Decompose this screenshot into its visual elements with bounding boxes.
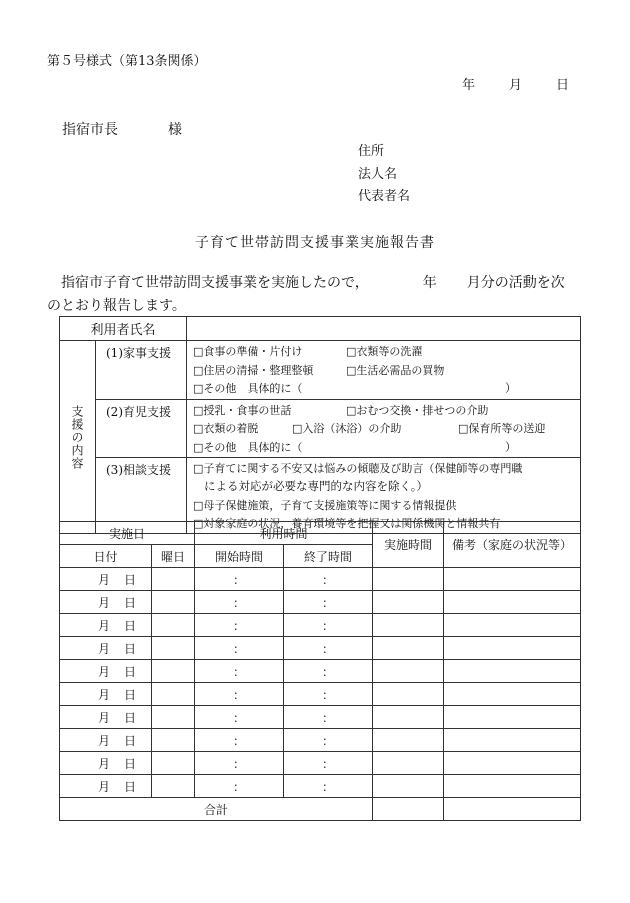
checkbox-childcare-other[interactable]: □その他 具体的に（: [193, 440, 303, 454]
checkbox-consult-share[interactable]: □対象家庭の状況，養育環境等を把握又は関係機関と情報共有: [193, 517, 501, 530]
remarks-cell[interactable]: [444, 706, 581, 729]
month-char: 月: [98, 710, 111, 725]
table-row: [60, 752, 581, 775]
date-cell[interactable]: [60, 706, 152, 729]
date-month: 月: [509, 78, 523, 93]
colon: ：: [322, 779, 335, 794]
support-content-table: [59, 316, 581, 534]
month-char: 月: [98, 572, 111, 587]
impl-time-cell[interactable]: [373, 729, 444, 752]
day-char: 日: [124, 641, 137, 656]
housework-options: [187, 341, 581, 400]
remarks-cell[interactable]: [444, 775, 581, 798]
date-cell[interactable]: [60, 568, 152, 591]
applicant-address-label: 住所: [358, 144, 385, 159]
addressee-name: 指宿市長: [62, 122, 118, 138]
start-time-cell[interactable]: [195, 729, 284, 752]
applicant-rep-label: 代表者名: [358, 189, 411, 204]
colon: ：: [322, 618, 335, 633]
end-time-cell[interactable]: [284, 591, 373, 614]
end-time-cell[interactable]: [284, 637, 373, 660]
checkbox-housework-other[interactable]: □その他 具体的に（: [193, 382, 303, 396]
start-time-cell[interactable]: [195, 614, 284, 637]
total-label: 合計: [60, 798, 373, 821]
date-cell[interactable]: [60, 683, 152, 706]
impl-time-cell[interactable]: [373, 752, 444, 775]
checkbox-daycare-transport[interactable]: □保育所等の送迎: [458, 422, 546, 436]
colon: ：: [233, 710, 246, 725]
month-char: 月: [98, 595, 111, 610]
start-time-cell[interactable]: [195, 660, 284, 683]
month-char: 月: [98, 664, 111, 679]
impl-time-cell[interactable]: [373, 706, 444, 729]
date-cell[interactable]: [60, 637, 152, 660]
date-cell[interactable]: [60, 660, 152, 683]
document-title: 子育て世帯訪問支援事業実施報告書: [195, 235, 435, 251]
table-row: [60, 614, 581, 637]
colon: ：: [322, 687, 335, 702]
addressee: [62, 119, 182, 139]
weekday-cell[interactable]: [152, 591, 195, 614]
colon: ：: [233, 595, 246, 610]
childcare-label: (2)育児支援: [96, 400, 187, 458]
day-char: 日: [124, 756, 137, 771]
colon: ：: [233, 618, 246, 633]
checkbox-diaper[interactable]: □おむつ交換・排せつの介助: [346, 403, 489, 417]
consult-label: (3)相談支援: [96, 458, 187, 534]
date-cell[interactable]: [60, 775, 152, 798]
date-line: [462, 74, 569, 93]
childcare-other-close: ）: [505, 439, 517, 454]
checkbox-meal-prep[interactable]: □食事の準備・片付け: [193, 345, 303, 359]
checkbox-shopping[interactable]: □生活必需品の買物: [346, 363, 445, 377]
intro-month: 月分の活動を次: [466, 275, 565, 291]
remarks-cell[interactable]: [444, 637, 581, 660]
activity-table: [59, 521, 581, 821]
start-time-cell[interactable]: [195, 752, 284, 775]
start-time-cell[interactable]: [195, 568, 284, 591]
colon: ：: [322, 595, 335, 610]
weekday-cell[interactable]: [152, 706, 195, 729]
colon: ：: [322, 733, 335, 748]
intro-part2: のとおり報告します。: [47, 298, 186, 314]
colon: ：: [322, 641, 335, 656]
start-time-header: 開始時間: [195, 545, 284, 568]
colon: ：: [322, 572, 335, 587]
impl-time-cell[interactable]: [373, 637, 444, 660]
checkbox-consult-info[interactable]: □母子保健施策，子育て支援施策等に関する情報提供: [193, 498, 457, 512]
impl-time-cell[interactable]: [373, 568, 444, 591]
table-row: [60, 729, 581, 752]
month-char: 月: [98, 733, 111, 748]
checkbox-feeding[interactable]: □授乳・食事の世話: [193, 403, 292, 417]
weekday-cell[interactable]: [152, 775, 195, 798]
end-time-cell[interactable]: [284, 568, 373, 591]
table-row: [60, 775, 581, 798]
month-char: 月: [98, 687, 111, 702]
support-section-text: 支援の内容: [70, 404, 84, 470]
month-char: 月: [98, 756, 111, 771]
checkbox-consult-anxiety[interactable]: □子育てに関する不安又は悩みの傾聴及び助言（保健師等の専門職: [193, 461, 523, 475]
end-time-header: 終了時間: [284, 545, 373, 568]
checkbox-cleaning[interactable]: □住居の清掃・整理整頓: [193, 363, 314, 377]
end-time-cell[interactable]: [284, 729, 373, 752]
user-name-label: 利用者氏名: [60, 317, 187, 341]
table-row: [60, 683, 581, 706]
colon: ：: [233, 572, 246, 587]
weekday-cell[interactable]: [152, 637, 195, 660]
impl-date-header: 実施日: [60, 522, 195, 545]
table-row: [60, 706, 581, 729]
end-time-cell[interactable]: [284, 683, 373, 706]
remarks-cell[interactable]: [444, 614, 581, 637]
user-name-field[interactable]: [187, 317, 581, 341]
day-char: 日: [124, 687, 137, 702]
weekday-cell[interactable]: [152, 752, 195, 775]
day-char: 日: [124, 710, 137, 725]
addressee-honorific: 様: [168, 122, 182, 138]
impl-time-cell[interactable]: [373, 591, 444, 614]
date-day: 日: [556, 78, 570, 93]
impl-time-cell[interactable]: [373, 660, 444, 683]
checkbox-bathing[interactable]: □入浴（沐浴）の介助: [292, 422, 402, 436]
support-section-label: [60, 341, 96, 534]
weekday-cell[interactable]: [152, 660, 195, 683]
colon: ：: [233, 687, 246, 702]
end-time-cell[interactable]: [284, 660, 373, 683]
remarks-cell[interactable]: [444, 752, 581, 775]
weekday-header: 曜日: [152, 545, 195, 568]
consult-anxiety-cont: による対応が必要な専門的な内容を除く。）: [204, 479, 429, 493]
checkbox-laundry[interactable]: □衣類等の洗濯: [346, 345, 423, 359]
day-char: 日: [124, 733, 137, 748]
date-cell[interactable]: [60, 729, 152, 752]
start-time-cell[interactable]: [195, 775, 284, 798]
month-char: 月: [98, 618, 111, 633]
applicant-corp-label: 法人名: [358, 167, 398, 182]
end-time-cell[interactable]: [284, 706, 373, 729]
month-char: 月: [98, 779, 111, 794]
table-row: [60, 568, 581, 591]
weekday-cell[interactable]: [152, 683, 195, 706]
month-char: 月: [98, 641, 111, 656]
end-time-cell[interactable]: [284, 614, 373, 637]
impl-time-cell[interactable]: [373, 683, 444, 706]
usage-time-header: 利用時間: [195, 522, 373, 545]
intro-paragraph: [47, 272, 583, 318]
colon: ：: [233, 664, 246, 679]
date-header: 日付: [60, 545, 152, 568]
date-year: 年: [462, 78, 476, 93]
impl-time-cell[interactable]: [373, 775, 444, 798]
day-char: 日: [124, 572, 137, 587]
remarks-cell[interactable]: [444, 683, 581, 706]
housework-label: (1)家事支援: [96, 341, 187, 400]
start-time-cell[interactable]: [195, 637, 284, 660]
colon: ：: [322, 710, 335, 725]
intro-year: 年: [422, 275, 437, 291]
date-cell[interactable]: [60, 591, 152, 614]
intro-part1: 指宿市子育て世帯訪問支援事業を実施したので，: [61, 275, 369, 291]
date-cell[interactable]: [60, 752, 152, 775]
housework-other-close: ）: [505, 381, 517, 396]
weekday-cell[interactable]: [152, 614, 195, 637]
start-time-cell[interactable]: [195, 706, 284, 729]
checkbox-dressing[interactable]: □衣類の着脱: [193, 422, 259, 436]
childcare-options: [187, 400, 581, 458]
remarks-cell[interactable]: [444, 729, 581, 752]
day-char: 日: [124, 779, 137, 794]
colon: ：: [233, 756, 246, 771]
day-char: 日: [124, 618, 137, 633]
date-cell[interactable]: [60, 614, 152, 637]
colon: ：: [322, 664, 335, 679]
table-row: [60, 660, 581, 683]
colon: ：: [322, 756, 335, 771]
remarks-cell[interactable]: [444, 591, 581, 614]
end-time-cell[interactable]: [284, 775, 373, 798]
colon: ：: [233, 779, 246, 794]
day-char: 日: [124, 595, 137, 610]
impl-time-cell[interactable]: [373, 614, 444, 637]
total-remarks-cell[interactable]: [444, 798, 581, 821]
form-number: 第５号様式（第13条関係）: [47, 54, 207, 69]
table-row: [60, 637, 581, 660]
colon: ：: [233, 641, 246, 656]
colon: ：: [233, 733, 246, 748]
impl-time-header: 実施時間: [373, 522, 444, 568]
weekday-cell[interactable]: [152, 729, 195, 752]
end-time-cell[interactable]: [284, 752, 373, 775]
table-row: [60, 591, 581, 614]
total-row: [60, 798, 581, 821]
remarks-header: 備考（家庭の状況等）: [444, 522, 581, 568]
start-time-cell[interactable]: [195, 683, 284, 706]
total-impl-time-cell[interactable]: [373, 798, 444, 821]
weekday-cell[interactable]: [152, 568, 195, 591]
start-time-cell[interactable]: [195, 591, 284, 614]
day-char: 日: [124, 664, 137, 679]
remarks-cell[interactable]: [444, 660, 581, 683]
remarks-cell[interactable]: [444, 568, 581, 591]
